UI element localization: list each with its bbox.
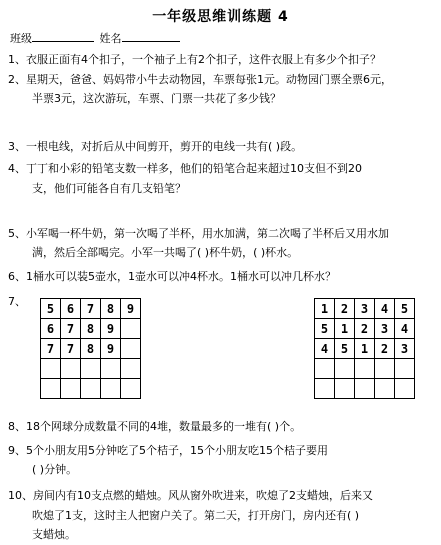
grid-row — [41, 379, 141, 399]
grid-cell: 3 — [355, 299, 375, 319]
grid-cell: 7 — [61, 339, 81, 359]
grid-cell: 2 — [375, 339, 395, 359]
grid-cell: 5 — [335, 339, 355, 359]
number-grid-left — [40, 298, 141, 399]
question-6: 6、1桶水可以装5壶水，1壶水可以冲4杯水。1桶水可以冲几杯水？ — [8, 270, 336, 283]
question-9-line-1: 9、5个小朋友用5分钟吃了5个桔子，15个小朋友吃15个桔子要用 — [8, 444, 328, 457]
grid-row — [41, 339, 141, 359]
question-2-line-2: 半票3元，这次游玩，车票、门票一共花了多少钱？ — [32, 92, 281, 105]
grid-cell — [375, 379, 395, 399]
grid-cell: 7 — [41, 339, 61, 359]
grid-cell — [121, 379, 141, 399]
grid-cell: 3 — [395, 339, 415, 359]
question-10-line-1: 10、房间内有10支点燃的蜡烛。风从窗外吹进来，吹熄了2支蜡烛，后来又 — [8, 489, 373, 502]
question-4-line-1: 4、丁丁和小彩的铅笔支数一样多，他们的铅笔合起来超过10支但不到20 — [8, 162, 362, 175]
grid-cell: 4 — [315, 339, 335, 359]
grid-cell — [121, 359, 141, 379]
grid-cell — [375, 359, 395, 379]
grid-cell — [335, 379, 355, 399]
grid-cell: 9 — [101, 319, 121, 339]
grid-cell — [315, 379, 335, 399]
question-5-line-1: 5、小军喝一杯牛奶，第一次喝了半杯，用水加满，第二次喝了半杯后又用水加 — [8, 227, 389, 240]
grid-row — [315, 359, 415, 379]
grid-cell: 4 — [395, 319, 415, 339]
grid-cell — [41, 359, 61, 379]
grid-cell: 7 — [81, 299, 101, 319]
question-2-line-1: 2、星期天，爸爸、妈妈带小牛去动物园，车票每张1元。动物园门票全票6元， — [8, 73, 392, 86]
class-label: 班级 — [10, 32, 32, 45]
grid-cell: 2 — [355, 319, 375, 339]
grid-cell: 9 — [101, 339, 121, 359]
grid-cell — [395, 379, 415, 399]
grid-cell: 7 — [61, 319, 81, 339]
question-8: 8、18个网球分成数量不同的4堆，数量最多的一堆有( )个。 — [8, 420, 302, 433]
grid-cell — [315, 359, 335, 379]
grid-cell — [101, 379, 121, 399]
grid-cell — [395, 359, 415, 379]
grid-row — [41, 299, 141, 319]
grid-cell: 1 — [355, 339, 375, 359]
grid-cell: 8 — [81, 339, 101, 359]
number-grid-right — [314, 298, 415, 399]
grid-cell: 1 — [315, 299, 335, 319]
grid-cell — [41, 379, 61, 399]
grid-cell — [101, 359, 121, 379]
grid-cell — [355, 379, 375, 399]
grid-cell: 5 — [395, 299, 415, 319]
student-info — [10, 30, 180, 46]
grid-cell: 9 — [121, 299, 141, 319]
question-3: 3、一根电线，对折后从中间剪开，剪开的电线一共有( )段。 — [8, 140, 303, 153]
name-label: 姓名 — [99, 32, 122, 45]
grid-row — [41, 319, 141, 339]
grid-cell: 6 — [41, 319, 61, 339]
grid-cell — [121, 319, 141, 339]
grid-cell: 5 — [41, 299, 61, 319]
grid-row — [41, 359, 141, 379]
grid-cell — [355, 359, 375, 379]
grid-cell: 5 — [315, 319, 335, 339]
grid-row — [315, 319, 415, 339]
name-blank — [122, 30, 180, 42]
question-5-line-2: 满，然后全部喝完。小军一共喝了( )杯牛奶，( )杯水。 — [32, 246, 299, 259]
question-7: 7、 — [8, 295, 26, 308]
grid-cell — [335, 359, 355, 379]
grid-cell: 3 — [375, 319, 395, 339]
grid-cell — [81, 359, 101, 379]
question-1: 1、衣服正面有4个扣子，一个袖子上有2个扣子，这件衣服上有多少个扣子？ — [8, 53, 381, 66]
grid-cell: 2 — [335, 299, 355, 319]
grid-cell — [81, 379, 101, 399]
question-10-line-3: 支蜡烛。 — [32, 528, 76, 541]
grid-cell: 8 — [101, 299, 121, 319]
grid-row — [315, 299, 415, 319]
grid-cell — [61, 379, 81, 399]
worksheet-title: 一年级思维训练题 4 — [152, 9, 289, 25]
grid-cell: 4 — [375, 299, 395, 319]
question-4-line-2: 支，他们可能各自有几支铅笔？ — [32, 182, 186, 195]
grid-cell: 1 — [335, 319, 355, 339]
grid-cell — [61, 359, 81, 379]
grid-cell — [121, 339, 141, 359]
grid-cell: 6 — [61, 299, 81, 319]
grid-row — [315, 339, 415, 359]
grid-cell: 8 — [81, 319, 101, 339]
class-blank — [32, 30, 94, 42]
question-10-line-2: 吹熄了1支，这时主人把窗户关了。第二天，打开房门，房内还有( ) — [32, 509, 360, 522]
grid-row — [315, 379, 415, 399]
question-9-line-2: ( )分钟。 — [32, 463, 78, 476]
